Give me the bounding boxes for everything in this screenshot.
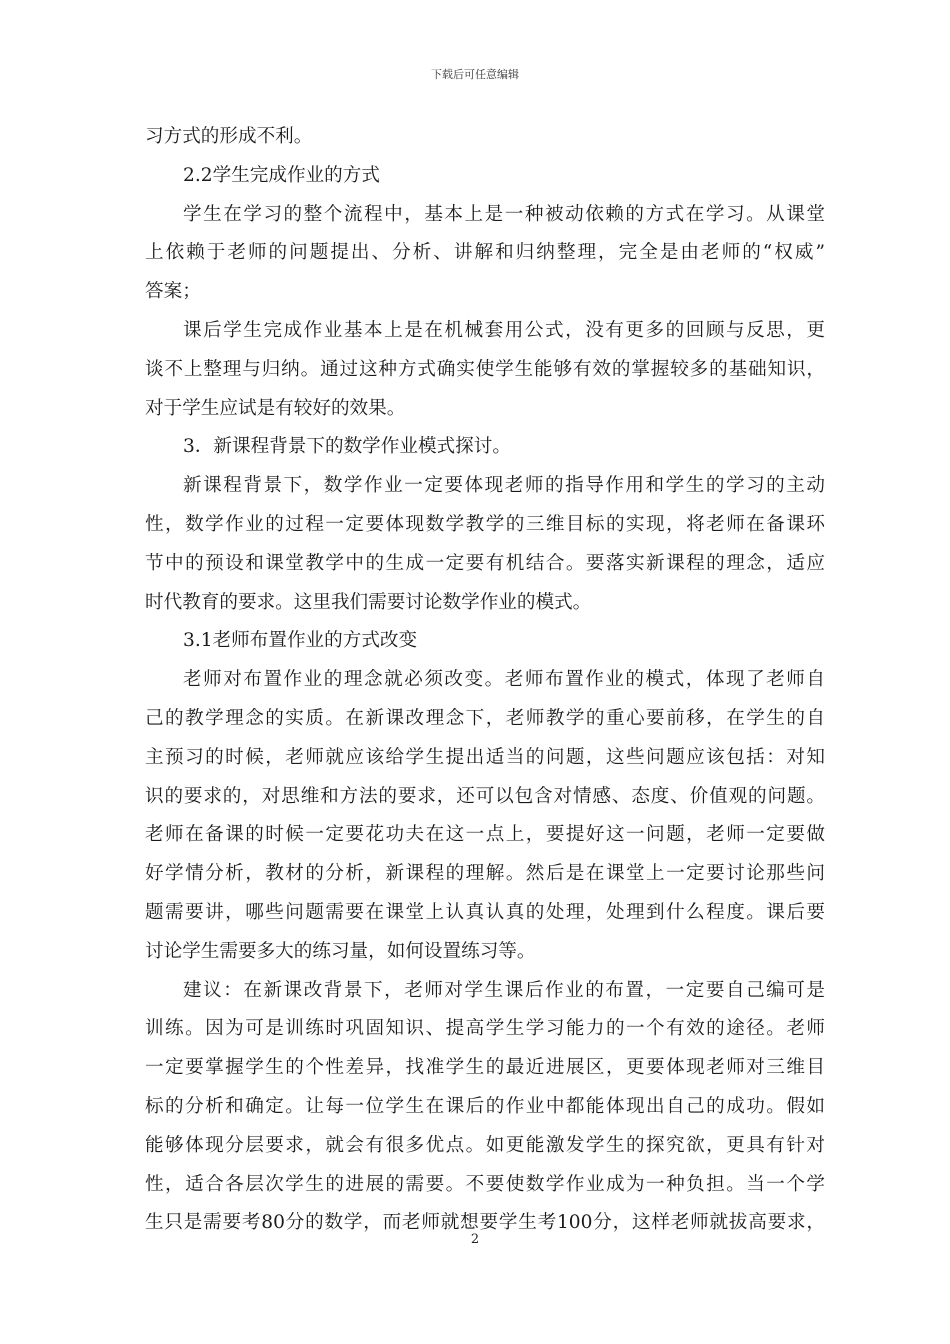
text-line: 训练。因为可是训练时巩固知识、提高学生学习能力的一个有效的途径。老师	[145, 1018, 825, 1040]
text-line: 3．新课程背景下的数学作业模式探讨。	[183, 436, 511, 458]
text-line: 老师在备课的时候一定要花功夫在这一点上，要提好这一问题，老师一定要做	[145, 824, 825, 846]
text-line: 老师对布置作业的理念就必须改变。老师布置作业的模式，体现了老师自	[183, 669, 825, 691]
text-line: 标的分析和确定。让每一位学生在课后的作业中都能体现出自己的成功。假如	[145, 1095, 825, 1117]
text-line: 2.2学生完成作业的方式	[183, 164, 380, 186]
text-line: 节中的预设和课堂教学中的生成一定要有机结合。要落实新课程的理念，适应	[145, 552, 825, 574]
text-line: 主预习的时候，老师就应该给学生提出适当的问题，这些问题应该包括：对知	[145, 746, 825, 768]
text-line: 建议：在新课改背景下，老师对学生课后作业的布置，一定要自己编可是	[183, 979, 825, 1001]
text-line: 性，适合各层次学生的进展的需要。不要使数学作业成为一种负担。当一个学	[145, 1173, 825, 1195]
page-number: 2	[470, 1232, 480, 1247]
text-line: 学生在学习的整个流程中，基本上是一种被动依赖的方式在学习。从课堂	[183, 203, 825, 225]
text-line: 一定要掌握学生的个性差异，找准学生的最近进展区，更要体现老师对三维目	[145, 1057, 825, 1079]
text-line: 习方式的形成不利。	[145, 126, 313, 147]
text-line: 谈不上整理与归纳。通过这种方式确实使学生能够有效的掌握较多的基础知识，	[145, 358, 825, 380]
text-line: 识的要求的，对思维和方法的要求，还可以包含对情感、态度、价值观的问题。	[145, 785, 825, 807]
page-header: 下载后可任意编辑	[431, 68, 519, 81]
text-line: 新课程背景下，数学作业一定要体现老师的指导作用和学生的学习的主动	[183, 475, 825, 497]
text-line: 时代教育的要求。这里我们需要讨论数学作业的模式。	[145, 591, 592, 613]
text-line: 题需要讲，哪些问题需要在课堂上认真认真的处理，处理到什么程度。课后要	[145, 901, 825, 923]
document-body	[145, 118, 825, 1243]
text-line: 性，数学作业的过程一定要体现数学教学的三维目标的实现，将老师在备课环	[145, 513, 825, 535]
text-line: 课后学生完成作业基本上是在机械套用公式，没有更多的回顾与反思，更	[183, 319, 825, 341]
text-line: 上依赖于老师的问题提出、分析、讲解和归纳整理，完全是由老师的“权威”	[145, 242, 825, 264]
text-line: 对于学生应试是有较好的效果。	[145, 397, 406, 419]
text-line: 答案；	[145, 281, 201, 303]
text-line: 生只是需要考80分的数学，而老师就想要学生考100分，这样老师就拔高要求，	[145, 1212, 825, 1234]
text-line: 3.1老师布置作业的方式改变	[183, 630, 418, 652]
text-line: 好学情分析，教材的分析，新课程的理解。然后是在课堂上一定要讨论那些问	[145, 863, 825, 885]
text-line: 己的教学理念的实质。在新课改理念下，老师教学的重心要前移，在学生的自	[145, 707, 825, 729]
text-line: 讨论学生需要多大的练习量，如何设置练习等。	[145, 940, 536, 962]
text-line: 能够体现分层要求，就会有很多优点。如更能激发学生的探究欲，更具有针对	[145, 1134, 825, 1156]
